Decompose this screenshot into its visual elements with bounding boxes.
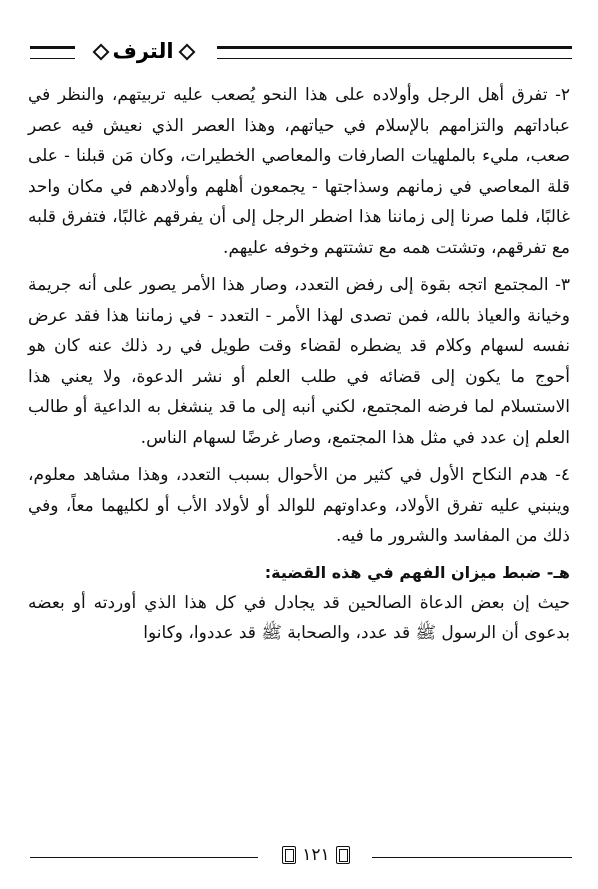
paragraph-point-2: ٢- تفرق أهل الرجل وأولاده على هذا النحو يُصعب عليه تربيتهم، والنظر في عباداتهم والتزامهم بالإسلام في حياتهم، وهذا العصر الذي نعيش فيه عصر صعب، مليء بالملهيات الصارفات والمعاصي الخطيرات، وكان مَن قبلنا - على قلة المعاصي في زمانهم وسذاجتها - يجمعون أهلهم وأولادهم في مكان واحد غالبًا، فلما صرنا إلى زماننا هذا اضطر الرجل إلى أن يفرقهم غالبًا، فتفرق قلبه مع تفرقهم، وتشتت همه مع تشتتهم وخوفه عليهم. (28, 85, 570, 258)
footer-rule-left (30, 857, 258, 858)
running-header (30, 36, 572, 66)
header-rule-left (30, 46, 75, 59)
book-ornament-icon (336, 846, 350, 864)
page-body (28, 80, 570, 649)
footer-rule-right (372, 857, 572, 858)
section-paragraph: حيث إن بعض الدعاة الصالحين قد يجادل في كل هذا الذي أوردته أو بعضه بدعوى أن الرسول ﷺ قد عدد، والصحابة ﷺ قد عددوا، وكانوا (28, 592, 570, 643)
page-number: ١٢١ (302, 845, 330, 865)
section-heading: هـ- ضبط ميزان الفهم في هذه القضية: (264, 562, 570, 582)
paragraph-point-4: ٤- هدم النكاح الأول في كثير من الأحوال بسبب التعدد، وهذا مشاهد معلوم، وينبني عليه تفرق الأولاد، وعداوتهم للوالد أو لأولاد الأب أو لكليهما معاً، وفي ذلك من المفاسد والشرور ما فيه. (28, 465, 570, 546)
paragraph-point-3: ٣- المجتمع اتجه بقوة إلى رفض التعدد، وصار هذا الأمر يصور على أنه جريمة وخيانة والعياذ بالله، فمن تصدى لهذا الأمر - التعدد - في زماننا هذا فقد عرض نفسه لسهام وكلام قد يضطره لقضاء وقت طويل في رد ذلك عنه كان هو أحوج ما يكون إلى قضائه في طلب العلم أو نشر الدعوة، ولا يعني هذا الاستسلام لما فرضه المجتمع، لكني أنبه إلى ما قد ينشغل به الداعية أو طالب العلم إن عدد في مثل هذا المجتمع، وصار غرضًا لسهام الناس. (28, 275, 570, 448)
diamond-ornament-icon (180, 45, 192, 57)
page-footer (30, 840, 572, 868)
book-ornament-icon (282, 846, 296, 864)
page-number-box (266, 842, 366, 868)
header-title-group (78, 36, 208, 66)
header-rule-right (217, 46, 572, 59)
diamond-ornament-icon (94, 45, 106, 57)
running-title: الترف (112, 39, 174, 63)
